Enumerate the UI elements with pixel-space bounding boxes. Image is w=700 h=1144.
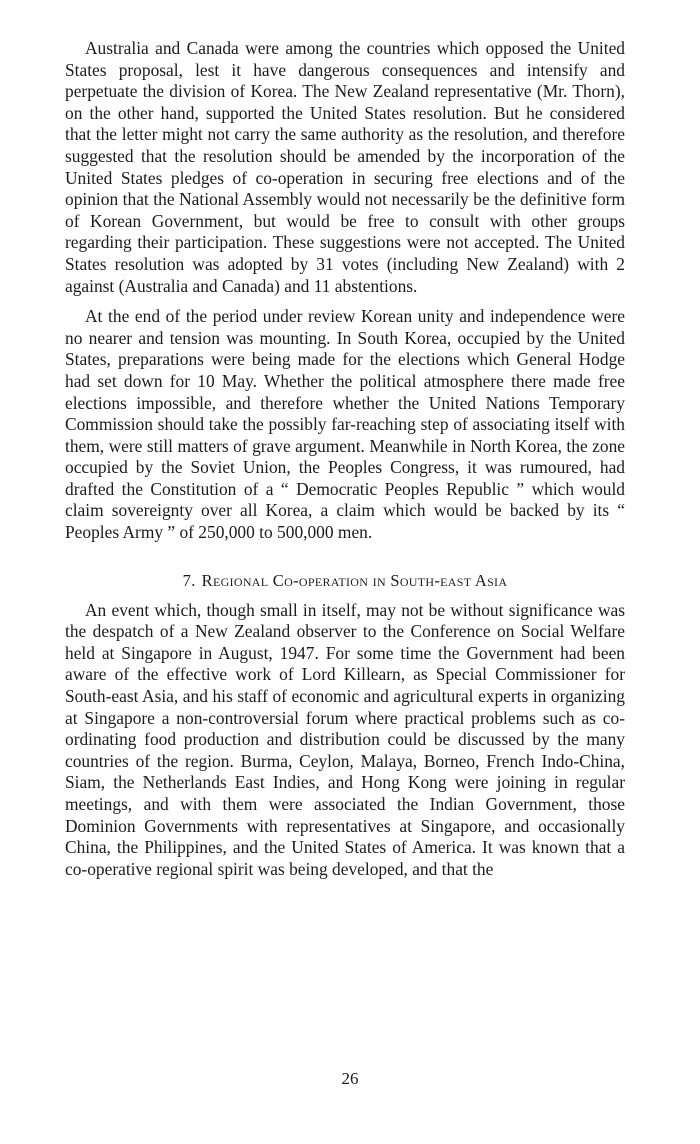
section-heading bbox=[65, 570, 625, 592]
document-page bbox=[65, 38, 625, 880]
paragraph-korea-tension: At the end of the period under review Korean unity and independence were no nearer and tension was mounting. In South Korea, occupied by the United States, preparations were being made for the elections which General Hodge had set down for 10 May. Whether the political atmosphere there made free elections impossible, and therefore whether the United Nations Temporary Commission should take the possibly far-reaching step of associating itself with them, were still matters of grave argument. Meanwhile in North Korea, the zone occupied by the Soviet Union, the Peoples Congress, it was rumoured, had drafted the Constitution of a “ Democratic Peoples Republic ” which would claim sovereignty over all Korea, a claim which would be backed by its “ Peoples Army ” of 250,000 to 500,000 men. bbox=[65, 306, 625, 543]
page-number: 26 bbox=[341, 1069, 359, 1088]
paragraph-korea-resolution: Australia and Canada were among the countries which opposed the United States proposal, lest it have dangerous consequences and intensify and perpetuate the division of Korea. The New Zealand representative (Mr. Thorn), on the other hand, supported the United States resolution. But he considered that the letter might not carry the same authority as the resolution, and therefore suggested that the resolution should be amended by the incorporation of the United States pledges of co-operation in securing free elections and of the opinion that the National Assembly would not necessarily be the definitive form of Korean Government, but would be free to consult with other groups regarding their participation. These suggestions were not accepted. The United States resolution was adopted by 31 votes (including New Zealand) with 2 against (Australia and Canada) and 11 abstentions. bbox=[65, 38, 625, 296]
section-number: 7. bbox=[182, 570, 196, 590]
paragraph-singapore-conference: An event which, though small in itself, may not be without significance was the despatch of a New Zealand observer to the Conference on Social Welfare held at Singapore in August, 1947. For some time the Government had been aware of the effective work of Lord Killearn, as Special Commissioner for South-east Asia, and his staff of economic and agricultural experts in organizing at Singapore a non-controversial forum where practical problems such as co-ordinating food production and distribution could be discussed by the many countries of the region. Burma, Ceylon, Malaya, Borneo, French Indo-China, Siam, the Netherlands East Indies, and Hong Kong were joining in regular meetings, and with them were associated the Indian Government, those Dominion Governments with representatives at Singapore, and occasionally China, the Philippines, and the United States of America. It was known that a co-operative regional spirit was being developed, and that the bbox=[65, 599, 625, 879]
section-title: Regional Co-operation in South-east Asia bbox=[201, 570, 508, 590]
